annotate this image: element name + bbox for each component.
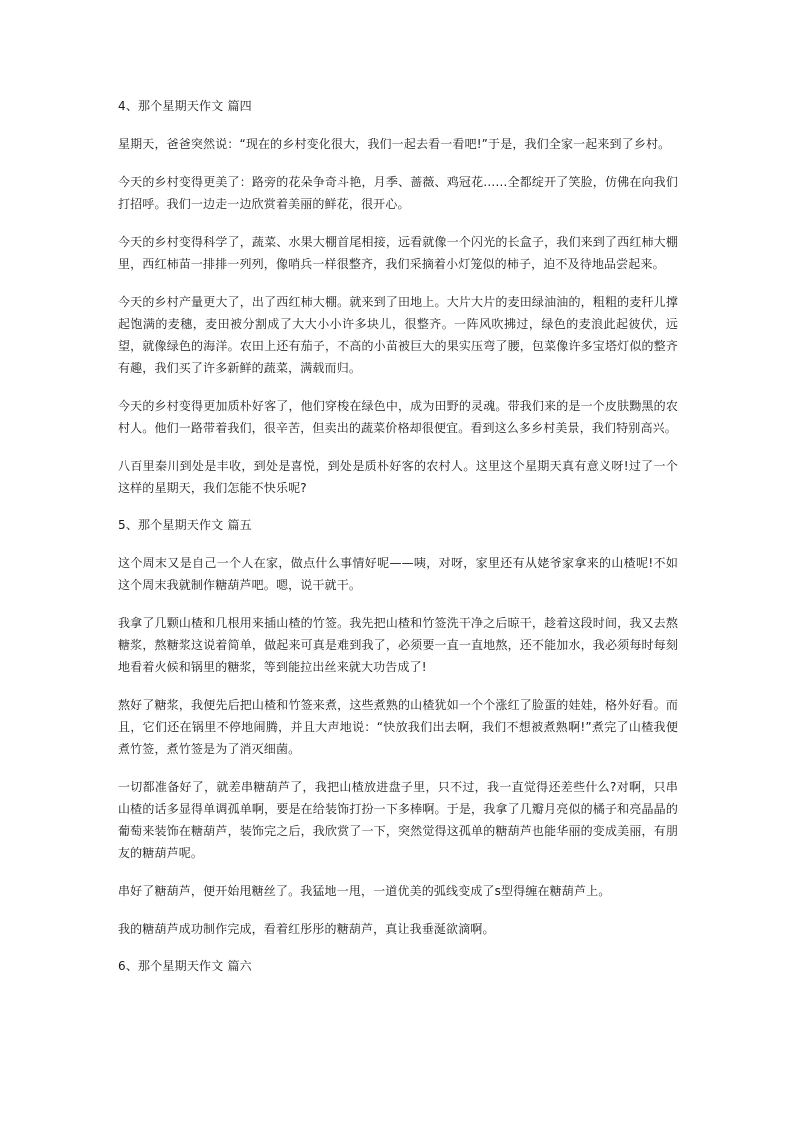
section-heading-6: 6、那个星期天作文 篇六 [118,959,252,973]
section-heading-5: 5、那个星期天作文 篇五 [118,518,252,532]
paragraph: 这个周末又是自己一个人在家，做点什么事情好呢——咦，对呀，家里还有从姥爷家拿来的山楂呢!不如这个周末我就制作糖葫芦吧。嗯，说干就干。 [118,556,678,592]
paragraph: 串好了糖葫芦，便开始甩糖丝了。我猛地一甩，一道优美的弧线变成了s型得缠在糖葫芦上。 [118,884,611,898]
paragraph: 今天的乡村变得更加质朴好客了，他们穿梭在绿色中，成为田野的灵魂。带我们来的是一个皮肤黝黑的农村人。他们一路带着我们，很辛苦，但卖出的蔬菜价格却很便宜。看到这么多乡村美景，我们特别高兴。 [118,399,678,435]
paragraph: 今天的乡村变得更美了：路旁的花朵争奇斗艳，月季、蔷薇、鸡冠花……全都绽开了笑脸，仿佛在向我们打招呼。我们一边走一边欣赏着美丽的鲜花，很开心。 [118,175,678,211]
section-heading-4: 4、那个星期天作文 篇四 [118,99,252,113]
paragraph: 一切都准备好了，就差串糖葫芦了，我把山楂放进盘子里，只不过，我一直觉得还差些什么?对啊，只串山楂的话多显得单调孤单啊，要是在给装饰打扮一下多棒啊。于是，我拿了几瓣月亮似的橘子和亮晶晶的葡萄来装饰在糖葫芦，装饰完之后，我欣赏了一下，突然觉得这孤单的糖葫芦也能华丽的变成美丽，有朋友的糖葫芦呢。 [118,780,678,860]
paragraph: 我拿了几颗山楂和几根用来插山楂的竹签。我先把山楂和竹签洗干净之后晾干，趁着这段时间，我又去熬糖浆，熬糖浆这说着简单，做起来可真是难到我了，必须要一直一直地熬，还不能加水，我必须每时每刻地看着火候和锅里的糖浆，等到能拉出丝来就大功告成了! [118,616,678,674]
document-page [118,96,678,993]
paragraph: 星期天，爸爸突然说：“现在的乡村变化很大，我们一起去看一看吧!”于是，我们全家一起来到了乡村。 [118,137,671,151]
paragraph: 熬好了糖浆，我便先后把山楂和竹签来煮，这些煮熟的山楂犹如一个个涨红了脸蛋的娃娃，格外好看。而且，它们还在锅里不停地闹腾，并且大声地说：“快放我们出去啊，我们不想被煮熟啊!”煮完了山楂我便煮竹签，煮竹签是为了消灭细菌。 [118,698,678,756]
paragraph: 我的糖葫芦成功制作完成，看着红彤彤的糖葫芦，真让我垂涎欲滴啊。 [118,922,495,936]
paragraph: 今天的乡村产量更大了，出了西红柿大棚。就来到了田地上。大片大片的麦田绿油油的，粗粗的麦秆儿撑起饱满的麦穗，麦田被分割成了大大小小许多块儿，很整齐。一阵风吹拂过，绿色的麦浪此起彼伏，远望，就像绿色的海洋。农田上还有茄子，不高的小苗被巨大的果实压弯了腰，包菜像许多宝塔灯似的整齐有趣，我们买了许多新鲜的蔬菜，满载而归。 [118,295,678,375]
paragraph: 八百里秦川到处是丰收，到处是喜悦，到处是质朴好客的农村人。这里这个星期天真有意义呀!过了一个这样的星期天，我们怎能不快乐呢? [118,459,678,495]
paragraph: 今天的乡村变得科学了，蔬菜、水果大棚首尾相接，远看就像一个闪光的长盒子，我们来到了西红柿大棚里，西红柿苗一排排一列列，像哨兵一样很整齐，我们采摘着小灯笼似的柿子，迫不及待地品尝起来。 [118,235,678,271]
